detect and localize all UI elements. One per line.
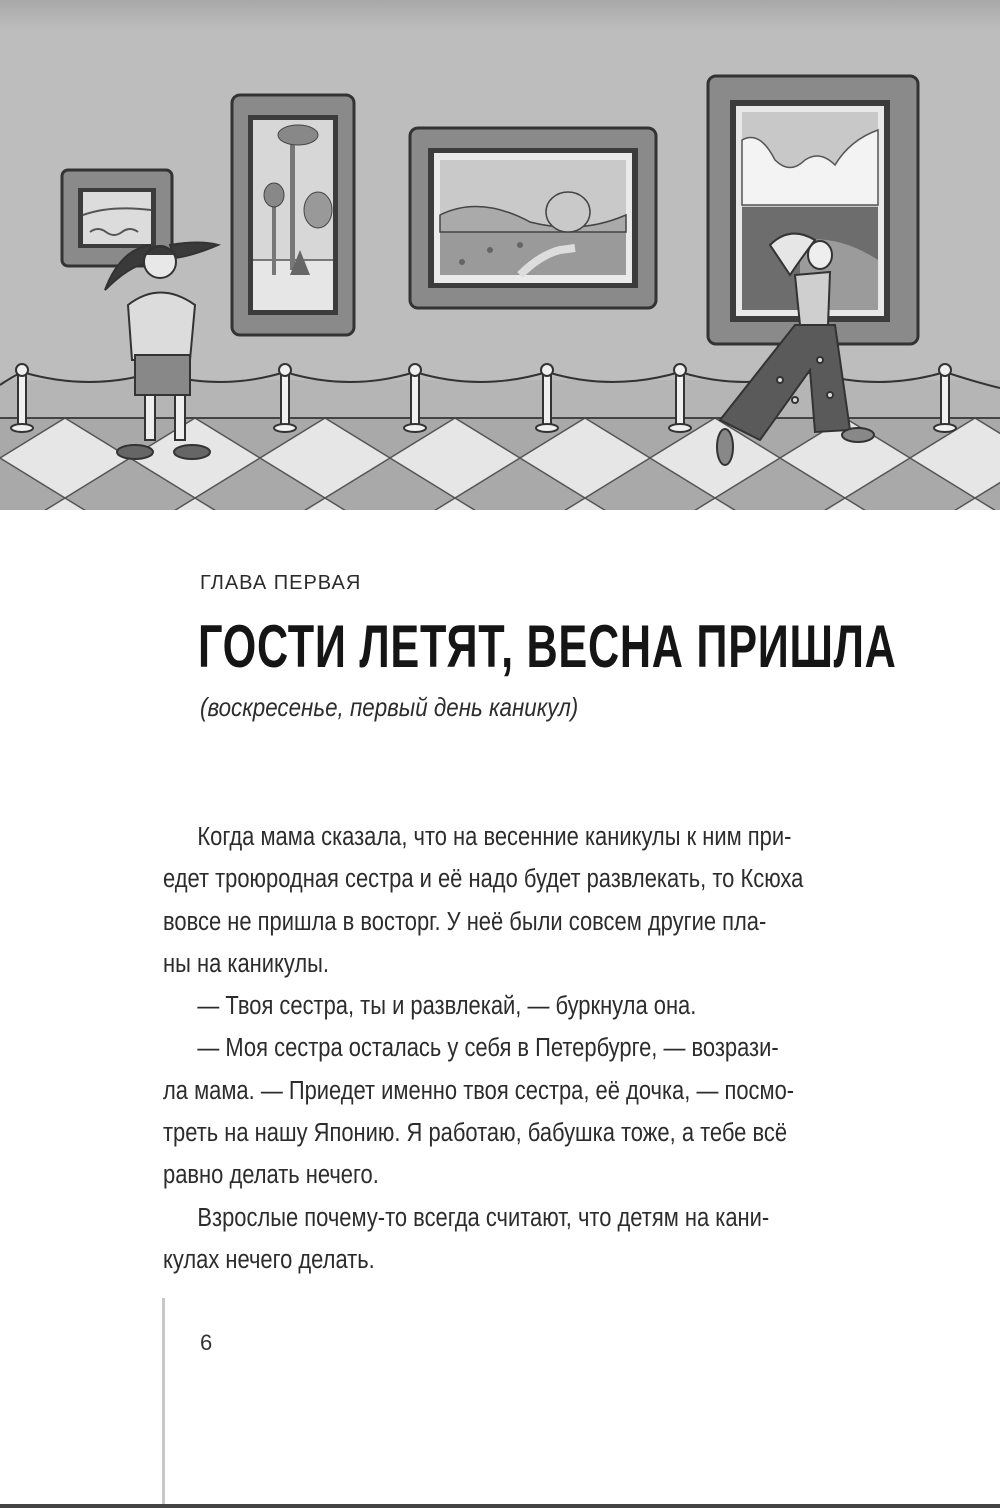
chapter-title: ГОСТИ ЛЕТЯТ, ВЕСНА ПРИШЛА [198, 613, 897, 680]
page-number: 6 [200, 1330, 213, 1355]
page-margin-rule [162, 1298, 165, 1508]
chapter-illustration [0, 0, 1000, 510]
text-line: равно делать нечего. [163, 1161, 379, 1190]
chapter-label: ГЛАВА ПЕРВАЯ [200, 572, 362, 594]
chapter-subtitle: (воскресенье, первый день каникул) [200, 692, 579, 722]
text-line: Когда мама сказала, что на весенние каникулы к ним при- [197, 823, 792, 851]
text-line: ны на каникулы. [163, 949, 329, 978]
gallery-scene-image [0, 0, 1000, 510]
text-line: — Моя сестра осталась у себя в Петербурге, — возрази- [197, 1034, 779, 1063]
text-line: кулах нечего делать. [163, 1245, 375, 1274]
painting-landscape-bush [410, 128, 656, 308]
page-bottom-edge [0, 1504, 1000, 1508]
text-line: — Твоя сестра, ты и развлекай, — буркнула она. [197, 992, 697, 1021]
painting-tall-trees [232, 95, 354, 335]
chapter-body-text [163, 816, 898, 1281]
text-line: Взрослые почему-то всегда считают, что детям на кани- [197, 1203, 770, 1232]
text-line: треть на нашу Японию. Я работаю, бабушка тоже, а тебе всё [163, 1119, 788, 1148]
text-line: ла мама. — Приедет именно твоя сестра, её дочка, — посмо- [163, 1076, 795, 1105]
text-line: едет троюродная сестра и её надо будет развлекать, то Ксюха [163, 865, 804, 894]
text-line: вовсе не пришла в восторг. У неё были совсем другие пла- [163, 907, 767, 936]
